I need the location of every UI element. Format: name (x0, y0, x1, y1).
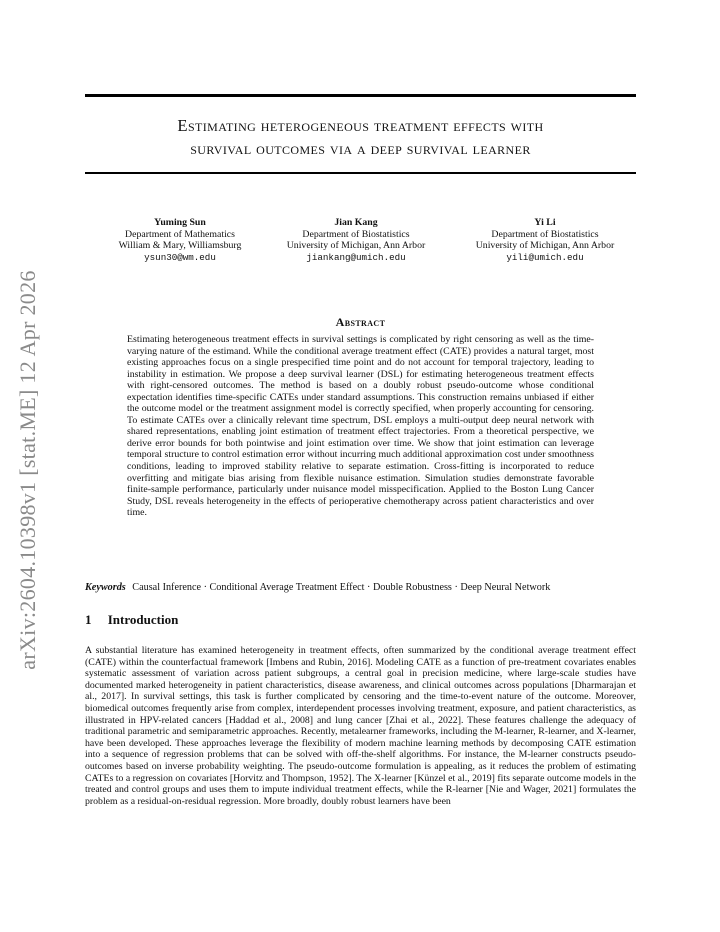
section-heading (85, 612, 178, 628)
keywords-list: Causal Inference · Conditional Average Treatment Effect · Double Robustness · Deep Neural Network (132, 582, 551, 593)
title-line-2: survival outcomes via a deep survival learner (190, 139, 531, 158)
author-1 (85, 217, 275, 263)
title-line-1: Estimating heterogeneous treatment effects with (177, 116, 544, 135)
section-number: 1 (85, 612, 92, 627)
author-2 (263, 217, 449, 263)
keywords-label: Keywords (85, 582, 126, 593)
author-3 (452, 217, 638, 263)
keywords-line (85, 582, 645, 593)
abstract-heading: Abstract (335, 315, 386, 329)
author-email: yili@umich.edu (506, 251, 584, 263)
author-institution: William & Mary, Williamsburg (118, 240, 242, 251)
section-title: Introduction (107, 612, 179, 627)
title-top-rule (85, 94, 636, 97)
author-department: Department of Mathematics (125, 228, 235, 240)
author-name: Jian Kang (334, 217, 378, 228)
author-name: Yuming Sun (154, 217, 206, 228)
title-bottom-rule (85, 172, 636, 174)
author-email: jiankang@umich.edu (306, 251, 406, 263)
author-block (85, 217, 636, 277)
author-email: ysun30@wm.edu (144, 251, 216, 263)
paper-title (85, 114, 636, 160)
arxiv-identifier: arXiv:2604.10398v1 [stat.ME] 12 Apr 2026 (15, 270, 40, 670)
author-institution: University of Michigan, Ann Arbor (475, 240, 615, 251)
author-institution: University of Michigan, Ann Arbor (286, 240, 426, 251)
abstract-text: Estimating heterogeneous treatment effects in survival settings is complicated by right censoring as well as the time-varying nature of the estimand. While the conditional average treatment effect (CATE) provides a natural target, most existing approaches focus on a single prespecified time point and do not account for temporal trajectory, leading to instability in estimation. We propose a deep survival learner (DSL) for estimating heterogeneous treatment effects with right-censored outcomes. The method is based on a doubly robust pseudo-outcome whose conditional expectation identifies time-specific CATEs under standard assumptions. This construction remains unbiased if either the outcome model or the treatment assignment model is correctly specified, when properly accounting for censoring. To estimate CATEs over a clinically relevant time spectrum, DSL employs a multi-output deep neural network with shared representations, enabling joint estimation of treatment effect trajectories. From a theoretical perspective, we derive error bounds for both pointwise and joint estimation over time. We show that joint estimation can leverage temporal structure to control estimation error without incurring much additional approximation cost under smoothness conditions, leading to improved stability relative to separate estimation. Cross-fitting is incorporated to reduce overfitting and mitigate bias arising from flexible nuisance estimation. Simulation studies demonstrate favorable finite-sample performance, particularly under nuisance model misspecification. Applied to the Boston Lung Cancer Study, DSL reveals heterogeneity in the effects of perioperative chemotherapy across patient characteristics and over time. (127, 334, 594, 519)
introduction-paragraph: A substantial literature has examined heterogeneity in treatment effects, often summarized by the conditional average treatment effect (CATE) within the counterfactual framework [Imbens and Rubin, 2016]. Modeling CATE as a function of pre-treatment covariates enables systematic assessment of variation across patient subgroups, a central goal in precision medicine, where large-scale studies have documented marked heterogeneity in patient characteristics, disease awareness, and clinical outcomes across populations [Dharmarajan et al., 2017]. In survival settings, this task is further complicated by censoring and the time-to-event nature of the outcome. Moreover, biomedical outcomes frequently arise from complex, interdependent processes involving treatment, exposure, and patient characteristics, as illustrated in HPV-related cancers [Haddad et al., 2008] and lung cancer [Zhai et al., 2022]. These features challenge the adequacy of traditional parametric and semiparametric approaches. Recently, metalearner frameworks, including the M-learner, R-learner, and X-learner, have been developed. These approaches leverage the flexibility of modern machine learning methods by decomposing CATE estimation into a sequence of regression problems that can be solved with off-the-shelf algorithms. For instance, the M-learner constructs pseudo-outcomes based on inverse probability weighting. The pseudo-outcome formulation is appealing, as it reduces the problem of estimating CATEs to a regression on covariates [Horvitz and Thompson, 1952]. The X-learner [Künzel et al., 2019] fits separate outcome models in the treated and control groups and uses them to impute individual treatment effects, while the R-learner [Nie and Wager, 2021] formulates the problem as a residual-on-residual regression. More broadly, doubly robust learners have been (85, 645, 636, 807)
author-department: Department of Biostatistics (302, 228, 410, 240)
author-name: Yi Li (534, 217, 556, 228)
author-department: Department of Biostatistics (491, 228, 599, 240)
